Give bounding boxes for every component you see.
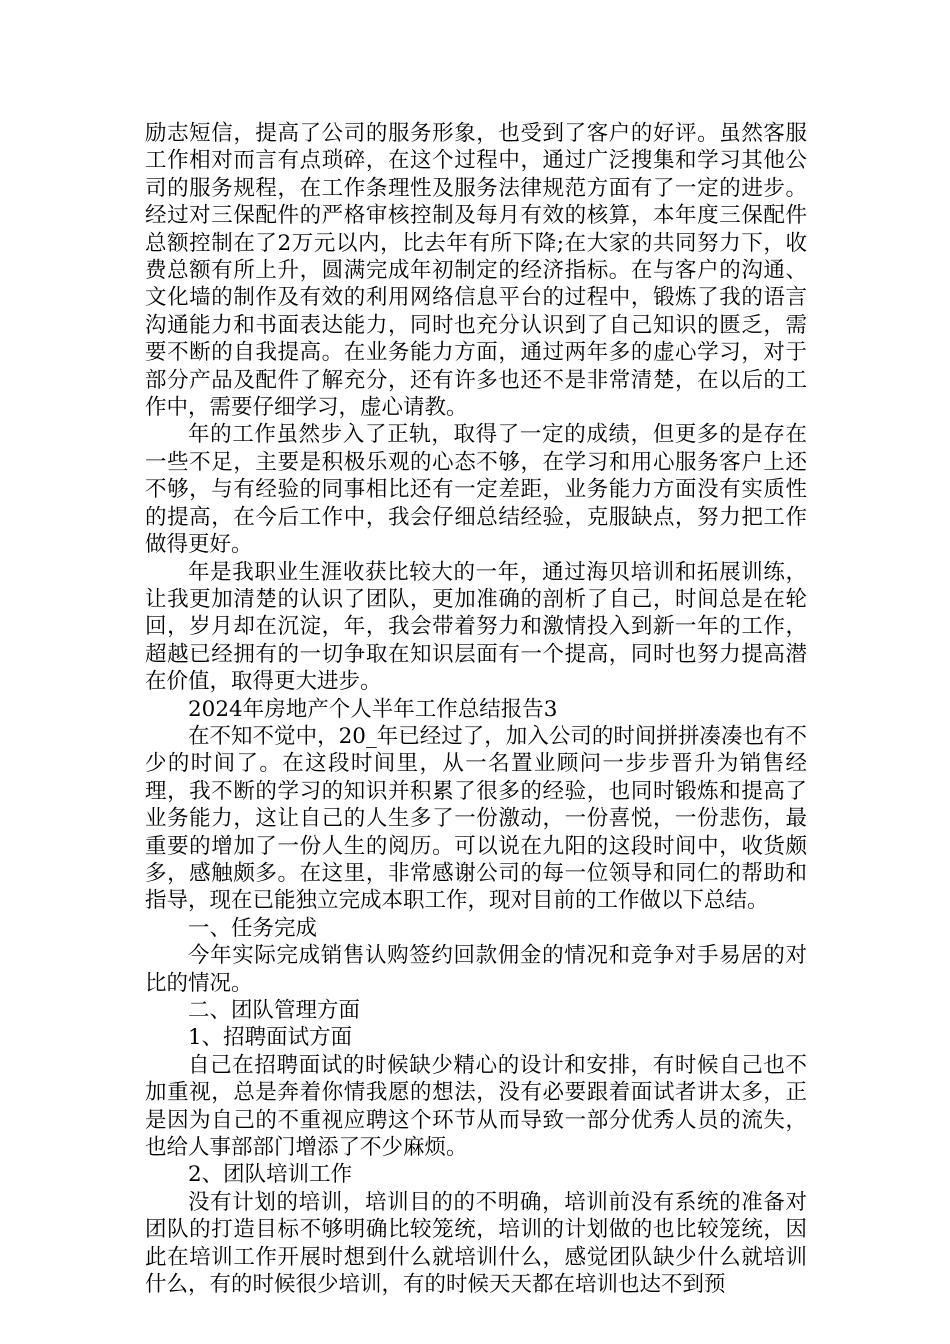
document-body xyxy=(145,120,807,1298)
paragraph-career-year: 年是我职业生涯收获比较大的一年，通过海贝培训和拓展训练，让我更加清楚的认识了团队，更加准确的剖析了自己，时间总是在轮回，岁月却在沉淀，年，我会带着努力和激情投入到新一年的工作，超越已经拥有的一切争取在知识层面有一个提高，同时也努力提高潜在价值，取得更大进步。 xyxy=(145,559,807,695)
paragraph-task-completion: 今年实际完成销售认购签约回款佣金的情况和竞争对手易居的对比的情况。 xyxy=(145,943,807,996)
paragraph-recruitment: 自己在招聘面试的时候缺少精心的设计和安排，有时候自己也不加重视，总是奔着你情我愿的想法，没有必要跟着面试者讲太多，正是因为自己的不重视应聘这个环节从而导致一部分优秀人员的流失，也给人事部部门增添了不少麻烦。 xyxy=(145,1052,807,1161)
subsection-heading-recruitment: 1、招聘面试方面 xyxy=(188,1025,353,1051)
paragraph-training: 没有计划的培训，培训目的的不明确，培训前没有系统的准备对团队的打造目标不够明确比较笼统，培训的计划做的也比较笼统，因此在培训工作开展时想到什么就培训什么，感觉团队缺少什么就培训什么，有的时候很少培训，有的时候天天都在培训也达不到预 xyxy=(145,1189,807,1298)
section-heading-team-management: 二、团队管理方面 xyxy=(188,998,361,1023)
report-title: 2024年房地产个人半年工作总结报告3 xyxy=(188,696,558,722)
paragraph-introduction: 在不知不觉中，20_年已经过了，加入公司的时间拼拼凑凑也有不少的时间了。在这段时间里，从一名置业顾问一步步晋升为销售经理，我不断的学习的知识并积累了很多的经验，也同时锻炼和提高了业务能力，这让自己的人生多了一份激动，一份喜悦，一份悲伤，最重要的增加了一份人生的阅历。可以说在九阳的这段时间中，收货颇多，感触颇多。在这里，非常感谢公司的每一位领导和同仁的帮助和指导，现在已能独立完成本职工作，现对目前的工作做以下总结。 xyxy=(145,723,807,914)
section-heading-task-completion: 一、任务完成 xyxy=(188,915,318,941)
subsection-heading-training: 2、团队培训工作 xyxy=(188,1162,353,1188)
paragraph-shortcomings: 年的工作虽然步入了正轨，取得了一定的成绩，但更多的是存在一些不足，主要是积极乐观的心态不够，在学习和用心服务客户上还不够，与有经验的同事相比还有一定差距，业务能力方面没有实质性的提高，在今后工作中，我会仔细总结经验，克服缺点，努力把工作做得更好。 xyxy=(145,422,807,558)
paragraph-continuation: 励志短信，提高了公司的服务形象，也受到了客户的好评。虽然客服工作相对而言有点琐碎，在这个过程中，通过广泛搜集和学习其他公司的服务规程，在工作条理性及服务法律规范方面有了一定的进步。经过对三保配件的严格审核控制及每月有效的核算，本年度三保配件总额控制在了2万元以内，比去年有所下降;在大家的共同努力下，收费总额有所上升，圆满完成年初制定的经济指标。在与客户的沟通、文化墙的制作及有效的利用网络信息平台的过程中，锻炼了我的语言沟通能力和书面表达能力，同时也充分认识到了自己知识的匮乏，需要不断的自我提高。在业务能力方面，通过两年多的虚心学习，对于部分产品及配件了解充分，还有许多也还不是非常清楚，在以后的工作中，需要仔细学习，虚心请教。 xyxy=(145,121,807,421)
